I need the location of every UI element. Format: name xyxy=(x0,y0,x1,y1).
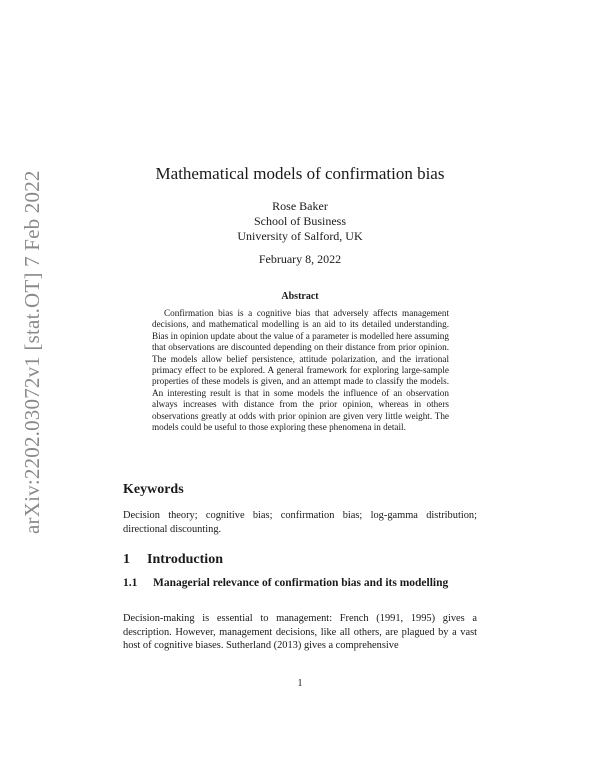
page-number: 1 xyxy=(297,678,303,689)
author-name: Rose Baker xyxy=(272,199,328,213)
arxiv-identifier-stamp: arXiv:2202.03072v1 [stat.OT] 7 Feb 2022 xyxy=(20,170,44,534)
keywords-heading: Keywords xyxy=(123,482,184,497)
intro-paragraph: Decision-making is essential to management: French (1991, 1995) gives a description. However, management decisions, like all others, are plagued by a vast host of cognitive biases. Sutherland (2013) gives a comprehensive xyxy=(123,613,477,652)
author-block xyxy=(123,199,477,244)
subsection-title: Managerial relevance of confirmation bias and its modelling xyxy=(153,577,449,589)
keywords-text: Decision theory; cognitive bias; confirmation bias; log-gamma distribution; directional discounting. xyxy=(123,510,477,535)
subsection-number: 1.1 xyxy=(123,577,138,589)
subsection-heading-managerial-relevance xyxy=(123,576,477,590)
abstract-heading: Abstract xyxy=(281,291,319,302)
paper-title: Mathematical models of confirmation bias xyxy=(155,164,445,183)
author-institution: University of Salford, UK xyxy=(237,229,363,243)
abstract-text: Confirmation bias is a cognitive bias that adversely affects management decisions, and mathematical modelling is an aid to its detailed understanding. Bias in opinion update about the value of a parameter is modelled here assuming that observations are discounted depending on their distance from prior opinion. The models allow belief persistence, attitude polarization, and the irrational primacy effect to be explored. A general framework for exploring large-sample properties of these models is given, and an attempt made to classify the models. An interesting result is that in some models the influence of an observation always increases with distance from the prior opinion, whereas in others observations greatly at odds with prior opinion are given very little weight. The models could be useful to those exploring these phenomena in detail. xyxy=(152,308,449,433)
section-title: Introduction xyxy=(147,552,223,567)
section-heading-introduction xyxy=(123,551,223,568)
paper-date: February 8, 2022 xyxy=(258,252,342,266)
author-department: School of Business xyxy=(253,214,346,228)
section-number: 1 xyxy=(123,552,130,567)
